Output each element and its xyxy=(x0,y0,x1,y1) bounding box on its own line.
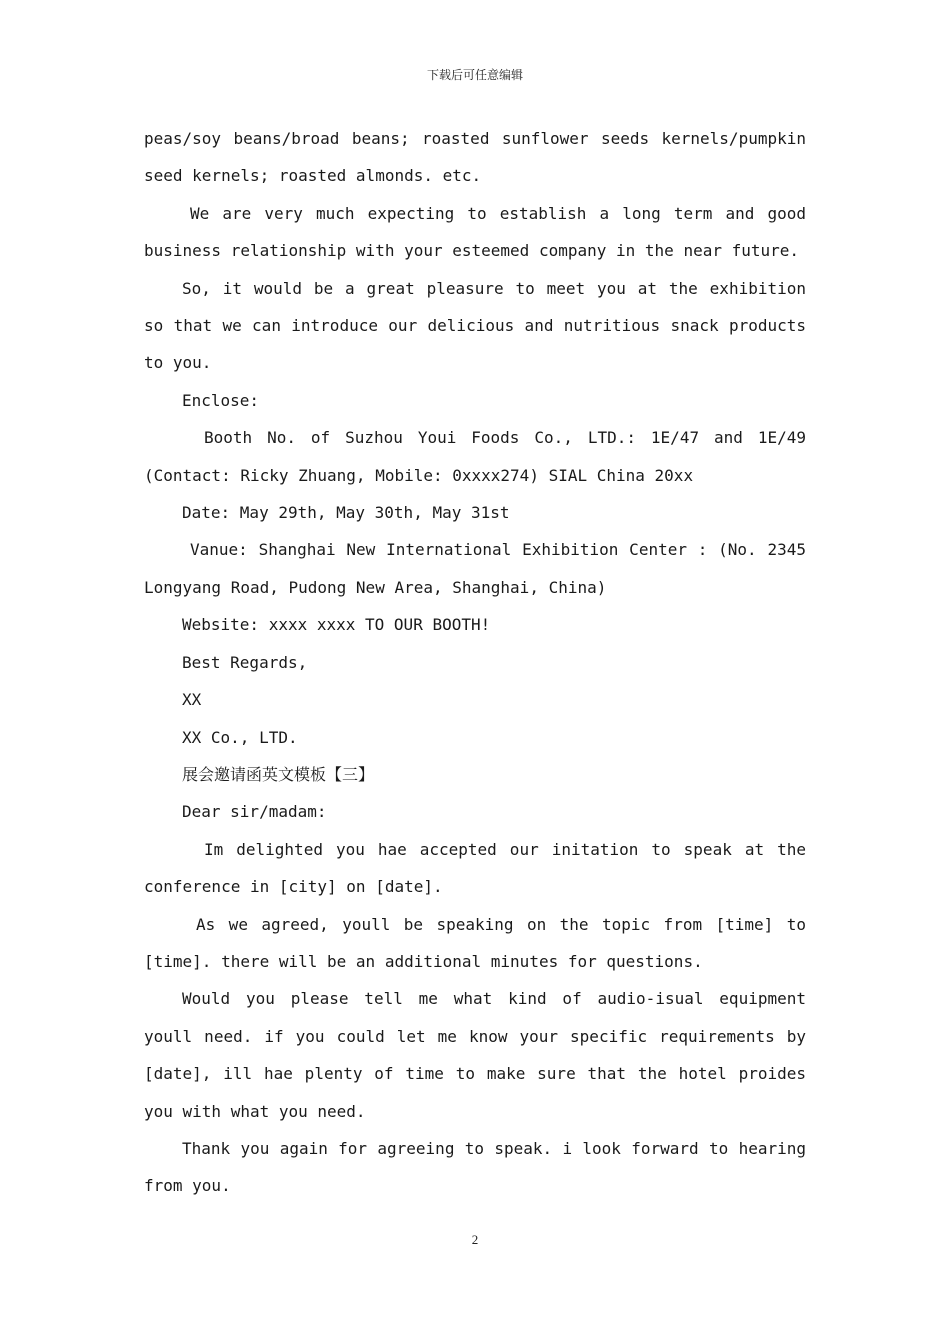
paragraph-meet-at-exhibition: So, it would be a great pleasure to meet you at the exhibition so that we can introduce our delicious and nutritious snack products to you. xyxy=(144,278,806,373)
paragraph-booth-number: Booth No. of Suzhou Youi Foods Co., LTD.: 1E/47 and 1E/49 (Contact: Ricky Zhuang, Mobile: 0xxxx274) SIAL China 20xx xyxy=(144,428,806,485)
paragraph-best-regards: Best Regards, xyxy=(182,652,308,672)
paragraph-signature-company: XX Co., LTD. xyxy=(182,727,298,747)
paragraph-thank-you: Thank you again for agreeing to speak. i look forward to hearing from you. xyxy=(144,1138,806,1196)
page-number: 2 xyxy=(471,1232,479,1247)
paragraph-enclose: Enclose: xyxy=(182,390,260,410)
paragraph-speaking-topic: As we agreed, youll be speaking on the topic from [time] to [time]. there will be an additional minutes for questions. xyxy=(144,914,806,971)
paragraph-website: Website: xxxx xxxx TO OUR BOOTH! xyxy=(182,615,491,635)
paragraph-signature-name: XX xyxy=(182,690,202,710)
document-body xyxy=(144,120,806,1205)
paragraph-date: Date: May 29th, May 30th, May 31st xyxy=(182,503,510,523)
paragraph-relationship: We are very much expecting to establish a long term and good business relationship with your esteemed company in the near future. xyxy=(144,203,806,261)
paragraph-accepted-invitation: Im delighted you hae accepted our initation to speak at the conference in [city] on [date]. xyxy=(144,839,806,897)
page-header: 下载后可任意编辑 xyxy=(426,68,523,82)
section-heading-template-three: 展会邀请函英文模板【三】 xyxy=(182,764,375,784)
paragraph-venue: Vanue: Shanghai New International Exhibition Center : (No. 2345 Longyang Road, Pudong New Area, Shanghai, China) xyxy=(144,540,806,597)
paragraph-equipment: Would you please tell me what kind of audio-isual equipment youll need. if you could let me know your specific requirements by [date], ill hae plenty of time to make sure that the hotel proides you with what you need. xyxy=(144,989,806,1121)
paragraph-snack-list: peas/soy beans/broad beans; roasted sunflower seeds kernels/pumpkin seed kernels; roasted almonds. etc. xyxy=(144,129,806,186)
paragraph-salutation: Dear sir/madam: xyxy=(182,802,327,822)
